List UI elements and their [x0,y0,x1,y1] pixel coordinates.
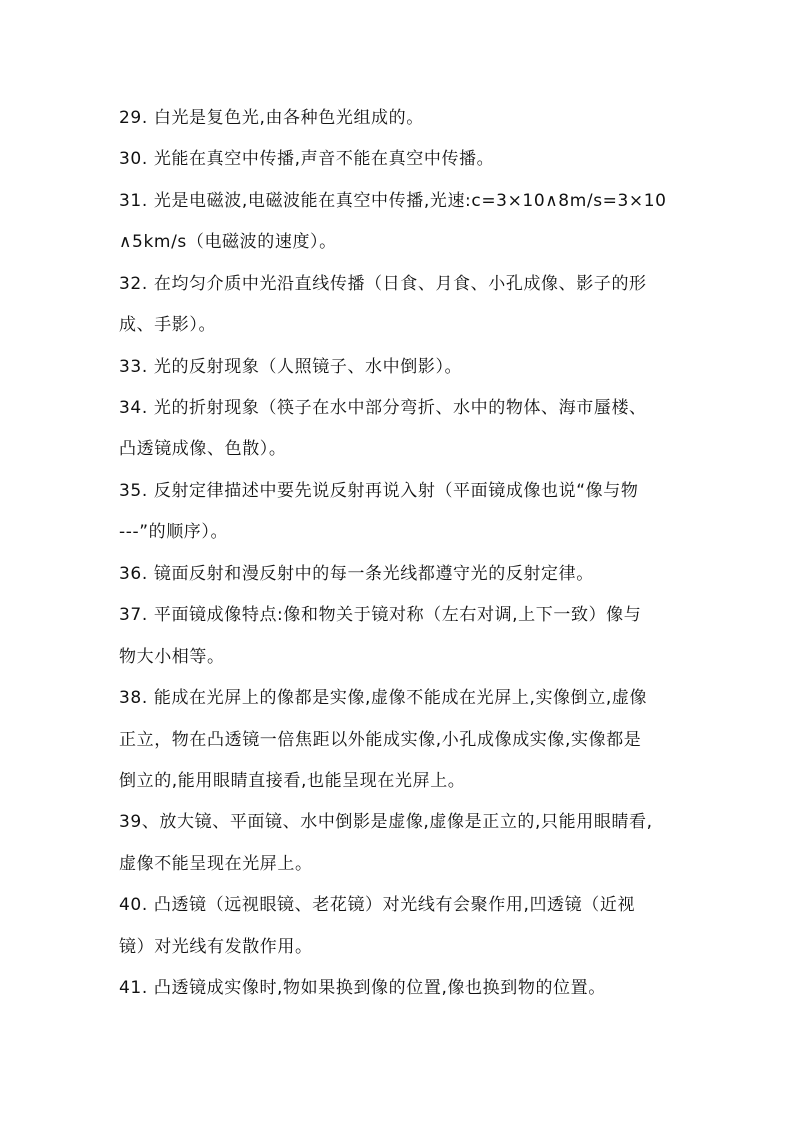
text-line-34: 34. 光的折射现象（筷子在水中部分弯折、水中的物体、海市蜃楼、 [119,398,647,418]
text-line-31: 31. 光是电磁波,电磁波能在真空中传播,光速:c=3×10∧8m/s=3×10 [119,191,667,211]
text-line-38-cont-1: 正立，物在凸透镜一倍焦距以外能成实像,小孔成像成实像,实像都是 [119,730,642,750]
text-line-33: 33. 光的反射现象（人照镜子、水中倒影）。 [119,357,463,377]
text-line-30: 30. 光能在真空中传播,声音不能在真空中传播。 [119,149,495,169]
text-line-40-cont: 镜）对光线有发散作用。 [119,937,313,957]
text-line-40: 40. 凸透镜（远视眼镜、老花镜）对光线有会聚作用,凹透镜（近视 [119,895,636,915]
text-line-36: 36. 镜面反射和漫反射中的每一条光线都遵守光的反射定律。 [119,564,594,584]
text-line-34-cont: 凸透镜成像、色散）。 [119,439,287,459]
text-line-35-cont: ---”的顺序）。 [119,522,229,542]
text-line-39: 39、放大镜、平面镜、水中倒影是虚像,虚像是正立的,只能用眼睛看, [119,812,653,832]
text-line-39-cont: 虚像不能呈现在光屏上。 [119,854,313,874]
text-line-32: 32. 在均匀介质中光沿直线传播（日食、月食、小孔成像、影子的形 [119,274,647,294]
text-line-38: 38. 能成在光屏上的像都是实像,虚像不能成在光屏上,实像倒立,虚像 [119,688,648,708]
text-line-38-cont-2: 倒立的,能用眼睛直接看,也能呈现在光屏上。 [119,771,466,791]
text-line-37: 37. 平面镜成像特点:像和物关于镜对称（左右对调,上下一致）像与 [119,605,642,625]
text-line-32-cont: 成、手影）。 [119,315,217,335]
text-line-37-cont: 物大小相等。 [119,647,225,667]
text-line-31-cont: ∧5km/s（电磁波的速度）。 [119,232,337,252]
text-line-41: 41. 凸透镜成实像时,物如果换到像的位置,像也换到物的位置。 [119,978,606,998]
text-line-35: 35. 反射定律描述中要先说反射再说入射（平面镜成像也说“像与物 [119,481,639,501]
text-line-29: 29. 白光是复色光,由各种色光组成的。 [119,108,424,128]
